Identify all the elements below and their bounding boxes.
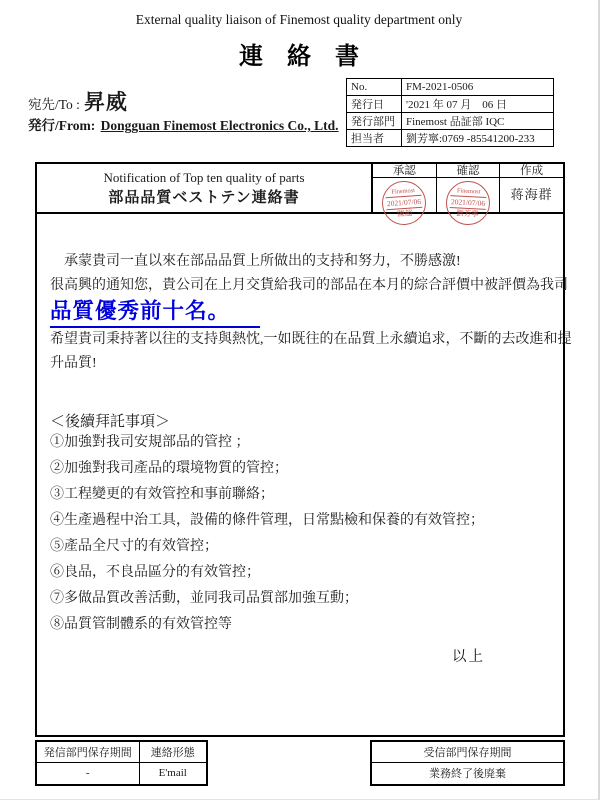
requests-list: [50, 430, 484, 638]
to-label: 宛先/To :: [28, 97, 80, 112]
sender-retention-table: [35, 740, 208, 786]
info-label-issue-dept: 発行部門: [347, 113, 402, 130]
approval-stamp-1: Finemost 2021/07/06 陳超: [381, 180, 428, 227]
document-info-table: [346, 78, 554, 147]
info-value-issue-date: '2021 年 07 月 06 日: [402, 96, 554, 113]
receiver-retention-value: 業務終了後廃棄: [371, 762, 564, 785]
paragraph-hope-line2: 升品質!: [50, 356, 97, 371]
list-item: ⑤產品全尺寸的有效管控；: [50, 539, 218, 554]
paragraph-hope-line1: 希望貴司秉持著以往的支持與熱忱,一如既往的在品質上永續追求，不斷的去改進和提: [50, 332, 572, 347]
sender-retention-header: 発信部門保存期間: [36, 741, 139, 762]
table-row: [347, 130, 554, 147]
info-label-contact: 担当者: [347, 130, 402, 147]
author-signature: 蒋海群: [510, 187, 553, 202]
from-value: Dongguan Finemost Electronics Co., Ltd.: [100, 118, 339, 133]
contact-form-header: 連絡形態: [139, 741, 207, 762]
notice-title-jp: 部品品質ベストテン連絡書: [108, 189, 300, 206]
table-row: [347, 113, 554, 130]
document-title: 連 絡 書: [239, 44, 359, 70]
notice-title-en: Notification of Top ten quality of parts: [103, 169, 305, 185]
notice-body: [37, 164, 572, 735]
header-note: External quality liaison of Finemost quality department only: [135, 12, 463, 27]
table-row: [347, 96, 554, 113]
addressee-line: [28, 86, 128, 116]
approval-label: 作成: [500, 164, 563, 178]
info-value-no: FM-2021-0506: [402, 79, 554, 96]
info-value-issue-dept: Finemost 品証部 IQC: [402, 113, 554, 130]
list-item: ③工程變更的有效管控和事前聯絡；: [50, 487, 274, 502]
top-ten-highlight: 品質優秀前十名。: [50, 294, 260, 328]
list-item: ④生產過程中治工具，設備的條件管理，日常點檢和保養的有效管控；: [50, 513, 484, 528]
receiver-retention-header: 受信部門保存期間: [371, 741, 564, 762]
info-label-issue-date: 発行日: [347, 96, 402, 113]
from-label: 発行/From:: [28, 118, 96, 133]
approval-stamp-2: Finemost 2021/07/06 劉芳寧: [445, 180, 491, 226]
table-row: [371, 762, 564, 785]
paragraph-thanks-line2: 很高興的通知您，貴公司在上月交貨給我司的部品在本月的綜合評價中被評價為我司: [50, 278, 568, 293]
to-value: 昇威: [83, 90, 128, 114]
table-row: [371, 741, 564, 762]
list-item: ⑥良品，不良品區分的有效管控；: [50, 565, 260, 580]
approval-label: 承認: [373, 164, 436, 178]
contact-form-value: E'mail: [139, 762, 207, 785]
list-item: ⑧品質管制體系的有效管控等: [50, 617, 232, 632]
sender-retention-value: -: [36, 762, 139, 785]
paragraph-thanks-line1: 承蒙貴司一直以來在部品品質上所做出的支持和努力，不勝感激!: [50, 254, 461, 269]
table-row: [347, 79, 554, 96]
table-row: [36, 741, 207, 762]
list-item: ②加強對我司產品的環境物質的管控；: [50, 461, 288, 476]
highlight-wrapper: [50, 294, 260, 328]
notice-body-box: [35, 162, 572, 737]
table-row: [36, 762, 207, 785]
list-item: ①加強對我司安規部品的管控 ；: [50, 435, 250, 450]
approval-label: 確認: [437, 164, 500, 178]
requests-title: ＜後續拜託事項＞: [50, 414, 171, 430]
closing-ijou: 以上: [452, 649, 485, 665]
list-item: ⑦多做品質改善活動，並同我司品質部加強互動；: [50, 591, 358, 606]
info-label-no: No.: [347, 79, 402, 96]
info-value-contact: 劉芳寧:0769 -85541200-233: [402, 130, 554, 147]
issuer-line: [28, 114, 339, 134]
receiver-retention-table: [370, 740, 565, 786]
